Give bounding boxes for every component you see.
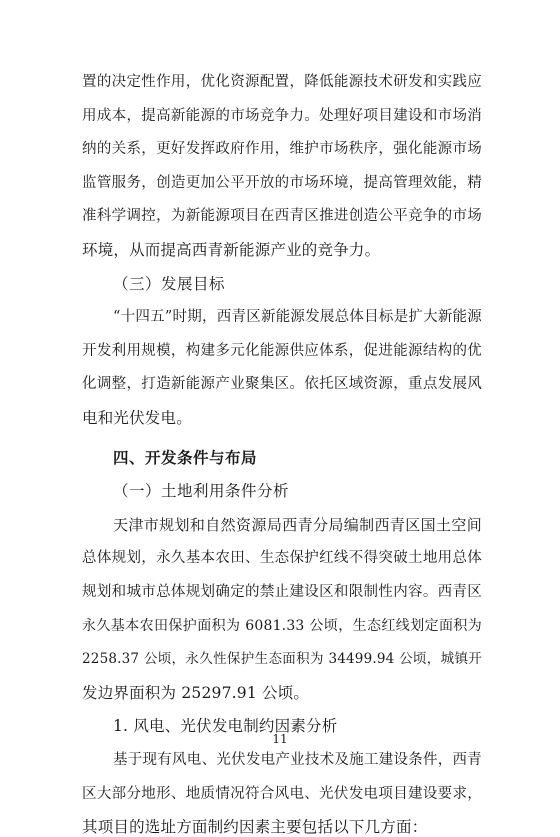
paragraph-2-line-4: 电和光伏发电。 <box>82 409 192 427</box>
paragraph-1-line-3: 纳的关系，更好发挥政府作用，维护市场秩序，强化能源市场 <box>82 141 482 157</box>
paragraph-4-line-1: 基于现有风电、光伏发电产业技术及施工建设条件，西青 <box>113 752 482 768</box>
subheading-constraints: 1. 风电、光伏发电制约因素分析 <box>113 717 338 735</box>
section-heading-development-conditions: 四、开发条件与布局 <box>113 449 258 467</box>
paragraph-3-line-2: 总体规划，永久基本农田、生态保护红线不得突破土地用总体 <box>82 550 482 566</box>
paragraph-4-line-2: 区大部分地形、地质情况符合风电、光伏发电项目建设要求， <box>82 786 482 802</box>
paragraph-2-line-2: 开发利用规模，构建多元化能源供应体系，促进能源结构的优 <box>82 343 482 359</box>
subheading-development-goals: （三）发展目标 <box>113 275 226 293</box>
subheading-land-use: （一）土地利用条件分析 <box>113 482 290 500</box>
paragraph-1-line-5: 准科学调控，为新能源项目在西青区推进创造公平竞争的市场 <box>82 208 482 224</box>
paragraph-2-line-1: “十四五”时期，西青区新能源发展总体目标是扩大新能源 <box>113 309 482 325</box>
paragraph-3-line-5: 2258.37 公顷，永久性保护生态面积为 34499.94 公顷，城镇开 <box>82 651 482 667</box>
paragraph-4-line-3: 其项目的选址方面制约因素主要包括以下几方面： <box>82 818 428 836</box>
paragraph-1-line-6: 环境，从而提高西青新能源产业的竞争力。 <box>82 241 381 259</box>
paragraph-1-line-4: 监管服务，创造更加公平开放的市场环境，提高管理效能，精 <box>82 175 482 191</box>
page-number: 11 <box>272 732 288 746</box>
paragraph-3-line-1: 天津市规划和自然资源局西青分局编制西青区国土空间 <box>113 516 482 534</box>
paragraph-1-line-1: 置的决定性作用，优化资源配置，降低能源技术研发和实践应 <box>82 74 482 90</box>
paragraph-3-line-4: 永久基本农田保护面积为 6081.33 公顷，生态红线划定面积为 <box>82 618 482 634</box>
paragraph-3-line-3: 规划和城市总体规划确定的禁止建设区和限制性内容。西青区 <box>82 584 482 600</box>
paragraph-2-line-3: 化调整，打造新能源产业聚集区。依托区域资源，重点发展风 <box>82 376 482 392</box>
paragraph-1-line-2: 用成本，提高新能源的市场竞争力。处理好项目建设和市场消 <box>82 108 482 124</box>
paragraph-3-line-6: 发边界面积为 25297.91 公顷。 <box>82 684 310 702</box>
